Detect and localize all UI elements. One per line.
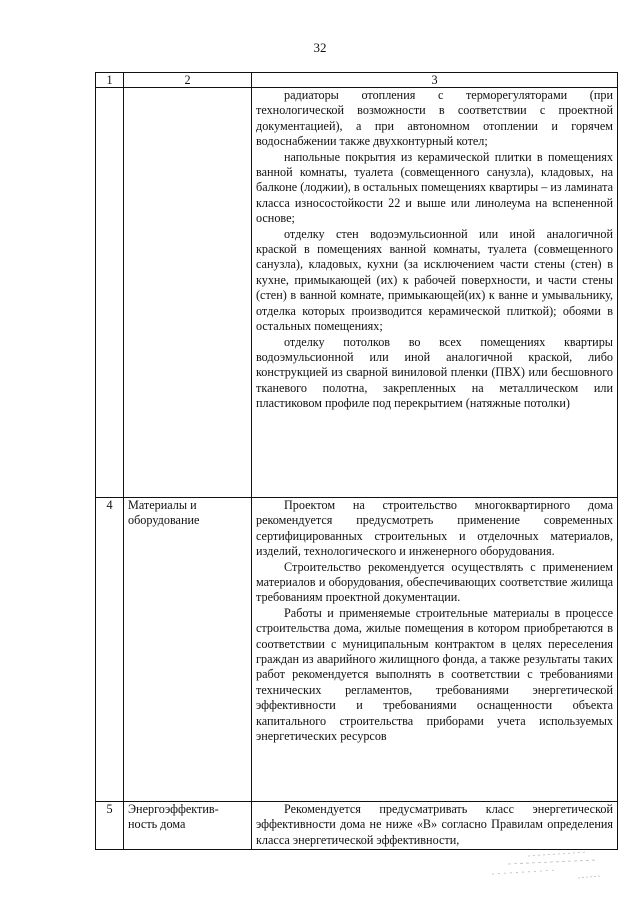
faint-stamp-marks — [488, 848, 606, 888]
paragraph: радиаторы отопления с терморегуляторами (при технологической возможности в соответствии с проектной документацией), а при автономном отоплении и горячем водоснабжении также двухконтурный котел; — [256, 88, 613, 149]
row-label — [124, 88, 252, 498]
row-label: Материалы и оборудование — [124, 498, 252, 802]
row-content — [252, 498, 618, 802]
table-row — [96, 802, 618, 850]
row-label: Энергоэффектив-ность дома — [124, 802, 252, 850]
paragraph: Проектом на строительство многоквартирного дома рекомендуется предусмотреть применение современных сертифицированных строительных и отделочных материалов, изделий, технологического и инженерного оборудования. — [256, 498, 613, 559]
paragraph: Работы и применяемые строительные материалы в процессе строительства дома, жилые помещения в котором приобретаются в соответствии с муниципальным контрактом в целях переселения граждан из аварийного жилищного фонда, а также результаты таких работ рекомендуется выполнять в соответствии с требованиями технических регламентов, требованиями энергетической эффективности и требованиями оснащенности объекта капитального строительства приборами учета используемых энергетических ресурсов — [256, 605, 613, 744]
row-number: 5 — [96, 802, 124, 850]
paragraph: Рекомендуется предусматривать класс энергетической эффективности дома не ниже «B» согласно Правилам определения класса энергетической эффективности, — [256, 802, 613, 847]
row-number: 4 — [96, 498, 124, 802]
paragraph: отделку потолков во всех помещениях квартиры водоэмульсионной или иной аналогичной краской, либо конструкцией из сварной виниловой пленки (ПВХ) или бесшовного тканевого полотна, закрепленных на металлическом или пластиковом профиле под перекрытием (натяжные потолки) — [256, 334, 613, 411]
row-content — [252, 88, 618, 498]
column-header-1: 1 — [96, 73, 124, 88]
requirements-table — [95, 72, 618, 850]
paragraph: Строительство рекомендуется осуществлять с применением материалов и оборудования, обеспечивающих соответствие жилища требованиям проектной документации. — [256, 559, 613, 605]
column-header-2: 2 — [124, 73, 252, 88]
table-header-row — [96, 73, 618, 88]
table-row — [96, 498, 618, 802]
row-content — [252, 802, 618, 850]
paragraph: напольные покрытия из керамической плитки в помещениях ванной комнаты, туалета (совмещенного санузла), кладовых, на балконе (лоджии), в остальных помещениях квартиры – из ламината класса износостойкости 22 и выше или линолеума на вспененной основе; — [256, 149, 613, 226]
column-header-3: 3 — [252, 73, 618, 88]
paragraph: отделку стен водоэмульсионной или иной аналогичной краской в помещениях ванной комнаты, туалета (совмещенного санузла), кладовых, кухни (за исключением части стены (стен) в кухне, примыкающей (их) к рабочей поверхности, и части стены (стен) в ванной комнате, примыкающей(их) к ванне и умывальнику, отделка которых производится керамической плиткой); обоями в остальных помещениях; — [256, 226, 613, 334]
row-number — [96, 88, 124, 498]
page-number: 32 — [313, 40, 327, 55]
table-row — [96, 88, 618, 498]
